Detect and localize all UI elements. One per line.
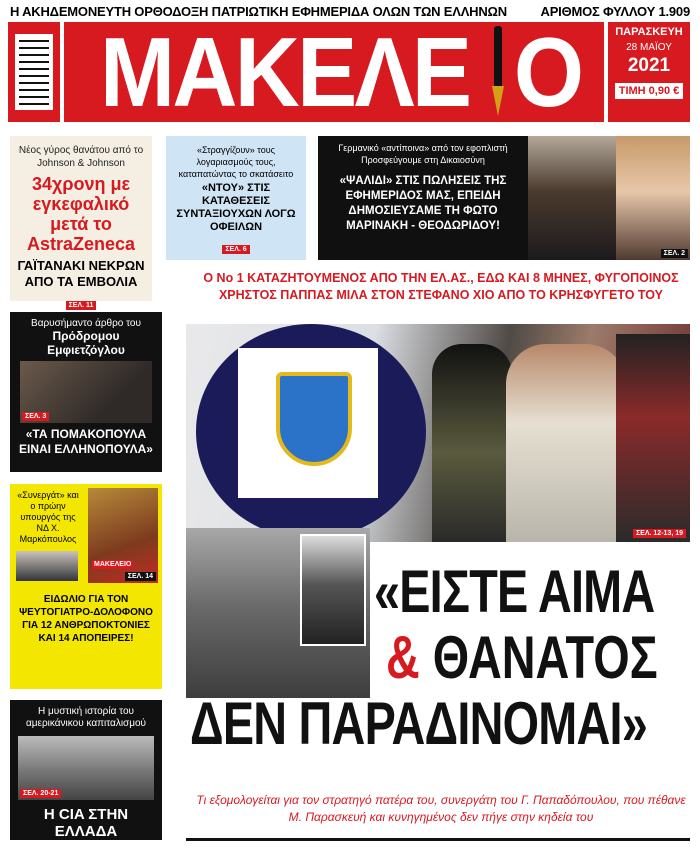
headline-line-3: ΔΕΝ ΠΑΡΑΔΙΝΟΜΑΙ» [190,690,647,757]
headline-line-2 [386,626,658,690]
pomaks-author: Πρόδρομου Εμφιετζόγλου [47,329,125,357]
vaccine-story[interactable] [10,136,152,309]
pomaks-story[interactable] [10,312,162,472]
doctor-kicker: «Συνεργάτ» και ο πρώην υπουργός της ΝΔ Χ. Μαρκόπουλος [17,490,79,544]
religious-icon-photo [88,488,158,583]
day: ΠΑΡΑΣΚΕΥΗ [615,26,683,38]
scissors-story[interactable] [318,136,690,260]
main-lead: Τι εξομολογείται για τον στρατηγό πατέρα του, συνεργάτη του Γ. Παπαδόπουλου, που πέθανε Μ. Παρασκευή και κυνηγημένος δεν πήγε στην κηδεία του [196,793,686,824]
issue-number: ΑΡΙΘΜΟΣ ΦΥΛΛΟΥ 1.909 [540,3,690,19]
pomaks-kicker: Βαρυσήμαντο άρθρο του [31,318,141,329]
cia-story[interactable] [10,700,162,840]
doctor-story[interactable] [10,484,162,689]
scissors-kicker: Γερμανικό «αντίποινα» από τον εφοπλιστή Προσφεύγουμε στη Δικαιοσύνη [338,143,508,165]
officer [616,334,690,542]
main-photo [186,324,690,542]
man-photo [528,136,616,260]
scissors-headline: «ΨΑΛΙΔΙ» ΣΤΙΣ ΠΩΛΗΣΕΙΣ ΤΗΣ ΕΦΗΜΕΡΙΔΟΣ ΜΑΣ, ΕΠΕΙΔΗ ΔΗΜΟΣΙΕΥΣΑΜΕ ΤΗ ΦΩΤΟ ΜΑΡΙΝΑΚΗ - ΘΕΟΔΩΡΙΔΟΥ! [339,175,507,232]
minister-photo [16,551,78,581]
historic-photo [18,736,154,800]
pensioners-headline: «ΝΤΟΥ» ΣΤΙΣ ΚΑΤΑΘΕΣΕΙΣ ΣΥΝΤΑΞΙΟΥΧΩΝ ΛΟΓΩ ΟΦΕΙΛΩΝ [176,182,296,233]
pensioners-story[interactable] [166,136,306,260]
vaccine-kicker: Νέος γύρος θανάτου από το Johnson & Johnson [18,145,144,169]
title-right: Ο [513,17,582,127]
author-photo [20,361,152,423]
page-ref: ΣΕΛ. 3 [22,412,49,421]
masthead [8,17,690,127]
newspaper-title [64,17,604,127]
page-ref: ΣΕΛ. 12-13, 19 [633,529,686,538]
price: ΤΙΜΗ 0,90 € [615,83,684,99]
headline-ampersand: & [386,624,420,691]
date-block [608,22,690,122]
fountain-pen-icon [491,26,505,118]
pomaks-headline: «ΤΑ ΠΟΜΑΚΟΠΟΥΛΑ ΕΙΝΑΙ ΕΛΛΗΝΟΠΟΥΛΑ» [19,427,153,456]
divider [186,838,690,841]
woman-photo [616,136,690,260]
page-ref: ΣΕΛ. 20-21 [20,789,61,798]
page-ref: ΣΕΛ. 6 [222,245,249,254]
arrested-man [506,344,626,542]
vaccine-headline: 34χρονη με εγκεφαλικό μετά το AstraZeneca [26,174,136,254]
main-subhead: Ο Νο 1 ΚΑΤΑΖΗΤΟΥΜΕΝΟΣ ΑΠΟ ΤΗΝ ΕΛ.ΑΣ., ΕΔΩ ΚΑΙ 8 ΜΗΝΕΣ, ΦΥΓΟΠΟΙΝΟΣ ΧΡΗΣΤΟΣ ΠΑΠΠΑΣ ΜΙΛΑ ΣΤΟΝ ΣΤΕΦΑΝΟ ΧΙΟ ΑΠΟ ΤΟ ΚΡΗΣΦΥΓΕΤΟ ΤΟΥ [203,271,679,302]
tagline: Η ΑΚΗΔΕΜΟΝΕΥΤΗ ΟΡΘΟΔΟΞΗ ΠΑΤΡΙΩΤΙΚΗ ΕΦΗΜΕΡΙΔΑ ΟΛΩΝ ΤΩΝ ΕΛΛΗΝΩΝ [10,3,507,19]
general-photo [186,528,370,698]
officer-portrait [300,534,366,646]
headline-line-2-text: ΘΑΝΑΤΟΣ [419,624,658,691]
barcode-icon [15,34,53,110]
page-ref: ΣΕΛ. 14 [125,572,156,581]
cia-kicker: Η μυστική ιστορία του αμερικάνικου καπιταλισμού [25,706,147,729]
doctor-headline: ΕΙΔΩΛΙΟ ΓΙΑ ΤΟΝ ΨΕΥΤΟΓΙΑΤΡΟ-ΔΟΛΟΦΟΝΟ ΓΙΑ 12 ΑΝΘΡΩΠΟΚΤΟΝΙΕΣ ΚΑΙ 14 ΑΠΟΠΕΙΡΕΣ! [19,594,153,644]
pensioners-kicker: «Στραγγίζουν» τους λογαριασμούς τους, καταπατώντας το σκατάσειτο [178,145,294,179]
vaccine-subheadline: ΓΑΪΤΑΝΑΚΙ ΝΕΚΡΩΝ ΑΠΟ ΤΑ ΕΜΒΟΛΙΑ [17,258,145,289]
barcode-block [8,22,60,122]
page-ref: ΣΕΛ. 2 [661,249,688,258]
title-left: ΜΑΚΕΛΕ [99,17,469,127]
shield-icon [276,372,352,466]
masked-officer [432,344,512,542]
cia-headline: Η CIA ΣΤΗΝ ΕΛΛΑΔΑ [43,806,129,840]
year: 2021 [627,55,671,76]
badge: ΜΑΚΕΛΕΙΟ [94,561,132,568]
date: 28 ΜΑΪΟΥ [626,42,672,53]
headline-line-1: «ΕΙΣΤΕ ΑΙΜΑ [374,558,655,625]
page-ref: ΣΕΛ. 11 [66,301,97,310]
